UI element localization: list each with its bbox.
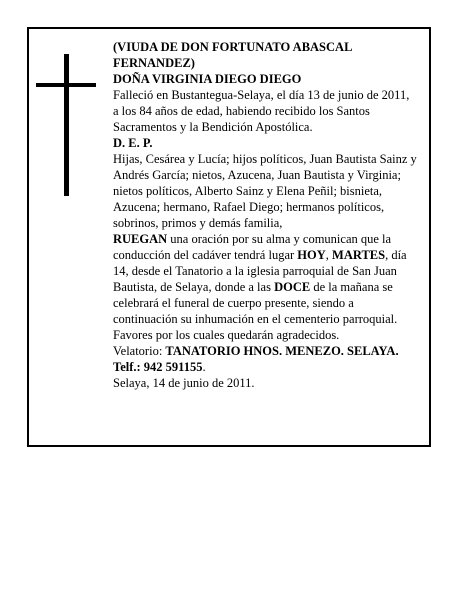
hoy-word: HOY <box>297 248 326 262</box>
death-paragraph: Falleció en Bustantegua-Selaya, el día 13 de junio de 2011, a los 84 años de edad, habiendo recibido los Santos Sacramentos y la Bendición Apostólica. <box>113 88 410 134</box>
obituary-text <box>113 39 417 391</box>
martes-word: MARTES <box>332 248 386 262</box>
velatorio-label: Velatorio: <box>113 344 166 358</box>
velatorio-line <box>113 343 417 375</box>
ruegan-word: RUEGAN <box>113 232 168 246</box>
doce-word: DOCE <box>274 280 311 294</box>
cross-vertical-bar <box>64 54 69 196</box>
velatorio-end: . <box>202 360 206 374</box>
deceased-name: DOÑA VIRGINIA DIEGO DIEGO <box>113 72 302 86</box>
closing-date: Selaya, 14 de junio de 2011. <box>113 376 255 390</box>
request-comma: , <box>325 248 333 262</box>
family-paragraph: Hijas, Cesárea y Lucía; hijos políticos, Juan Bautista Sainz y Andrés García; nietos, Azucena, Juan Bautista y Virginia; nietos políticos, Alberto Sainz y Elena Peñil; bisnieta, Azucena; hermano, Rafael Diego; hermanos políticos, sobrinos, primos y demás familia, <box>113 152 417 230</box>
latin-cross-icon <box>36 54 96 196</box>
cross-horizontal-bar <box>36 83 96 87</box>
request-text-2: , día 14, desde el Tanatorio a la iglesia parroquial de San Juan Bautista, de Selaya, donde a las <box>113 248 407 294</box>
request-text-1: una oración por su alma y comunican que la conducción del cadáver tendrá lugar <box>113 232 392 262</box>
request-paragraph <box>113 231 417 343</box>
request-text-3: de la mañana se celebrará el funeral de cuerpo presente, siendo a continuación su inhumación en el cementerio parroquial. Favores por los cuales quedarán agradecidos. <box>113 280 398 342</box>
widow-header: (VIUDA DE DON FORTUNATO ABASCAL FERNANDEZ) <box>113 40 352 70</box>
velatorio-place: TANATORIO HNOS. MENEZO. SELAYA. Telf.: 942 591155 <box>113 344 399 374</box>
dep-line: D. E. P. <box>113 136 153 150</box>
